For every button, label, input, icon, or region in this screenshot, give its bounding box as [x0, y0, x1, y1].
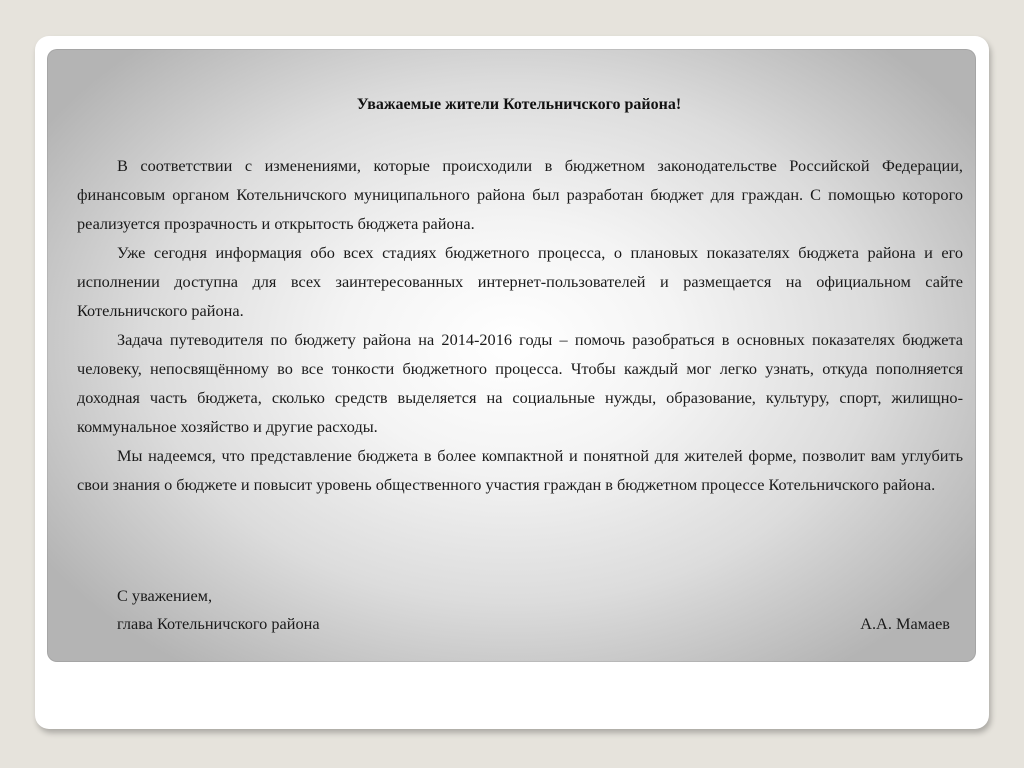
signatory-name: А.А. Мамаев: [860, 614, 950, 633]
paragraph-4: Мы надеемся, что представление бюджета в более компактной и понятной для жителей форме, позволит вам углубить свои знания о бюджете и повысит уровень общественного участия граждан в бюджетном процессе Котельничского района.: [77, 446, 963, 494]
signature-line: [117, 614, 950, 634]
signatory-position: глава Котельничского района: [117, 614, 320, 633]
paragraph-2: Уже сегодня информация обо всех стадиях бюджетного процесса, о плановых показателях бюджета района и его исполнении доступна для всех заинтересованных интернет-пользователей и размещается на официальном сайте Котельничского района.: [77, 243, 963, 320]
slide-body: [77, 151, 963, 499]
paragraph-3: Задача путеводителя по бюджету района на 2014-2016 годы – помочь разобраться в основных показателях бюджета человеку, непосвящённому во все тонкости бюджетного процесса. Чтобы каждый мог легко узнать, откуда пополняется доходная часть бюджета, сколько средств выделяется на социальные нужды, образование, культуру, спорт, жилищно-коммунальное хозяйство и другие расходы.: [77, 330, 963, 436]
paragraph-1: В соответствии с изменениями, которые происходили в бюджетном законодательстве Российской Федерации, финансовым органом Котельничского муниципального района был разработан бюджет для граждан. С помощью которого реализуется прозрачность и открытость бюджета района.: [77, 156, 963, 233]
slide-title: Уважаемые жители Котельничского района!: [356, 96, 682, 113]
closing-text: С уважением,: [117, 586, 213, 605]
